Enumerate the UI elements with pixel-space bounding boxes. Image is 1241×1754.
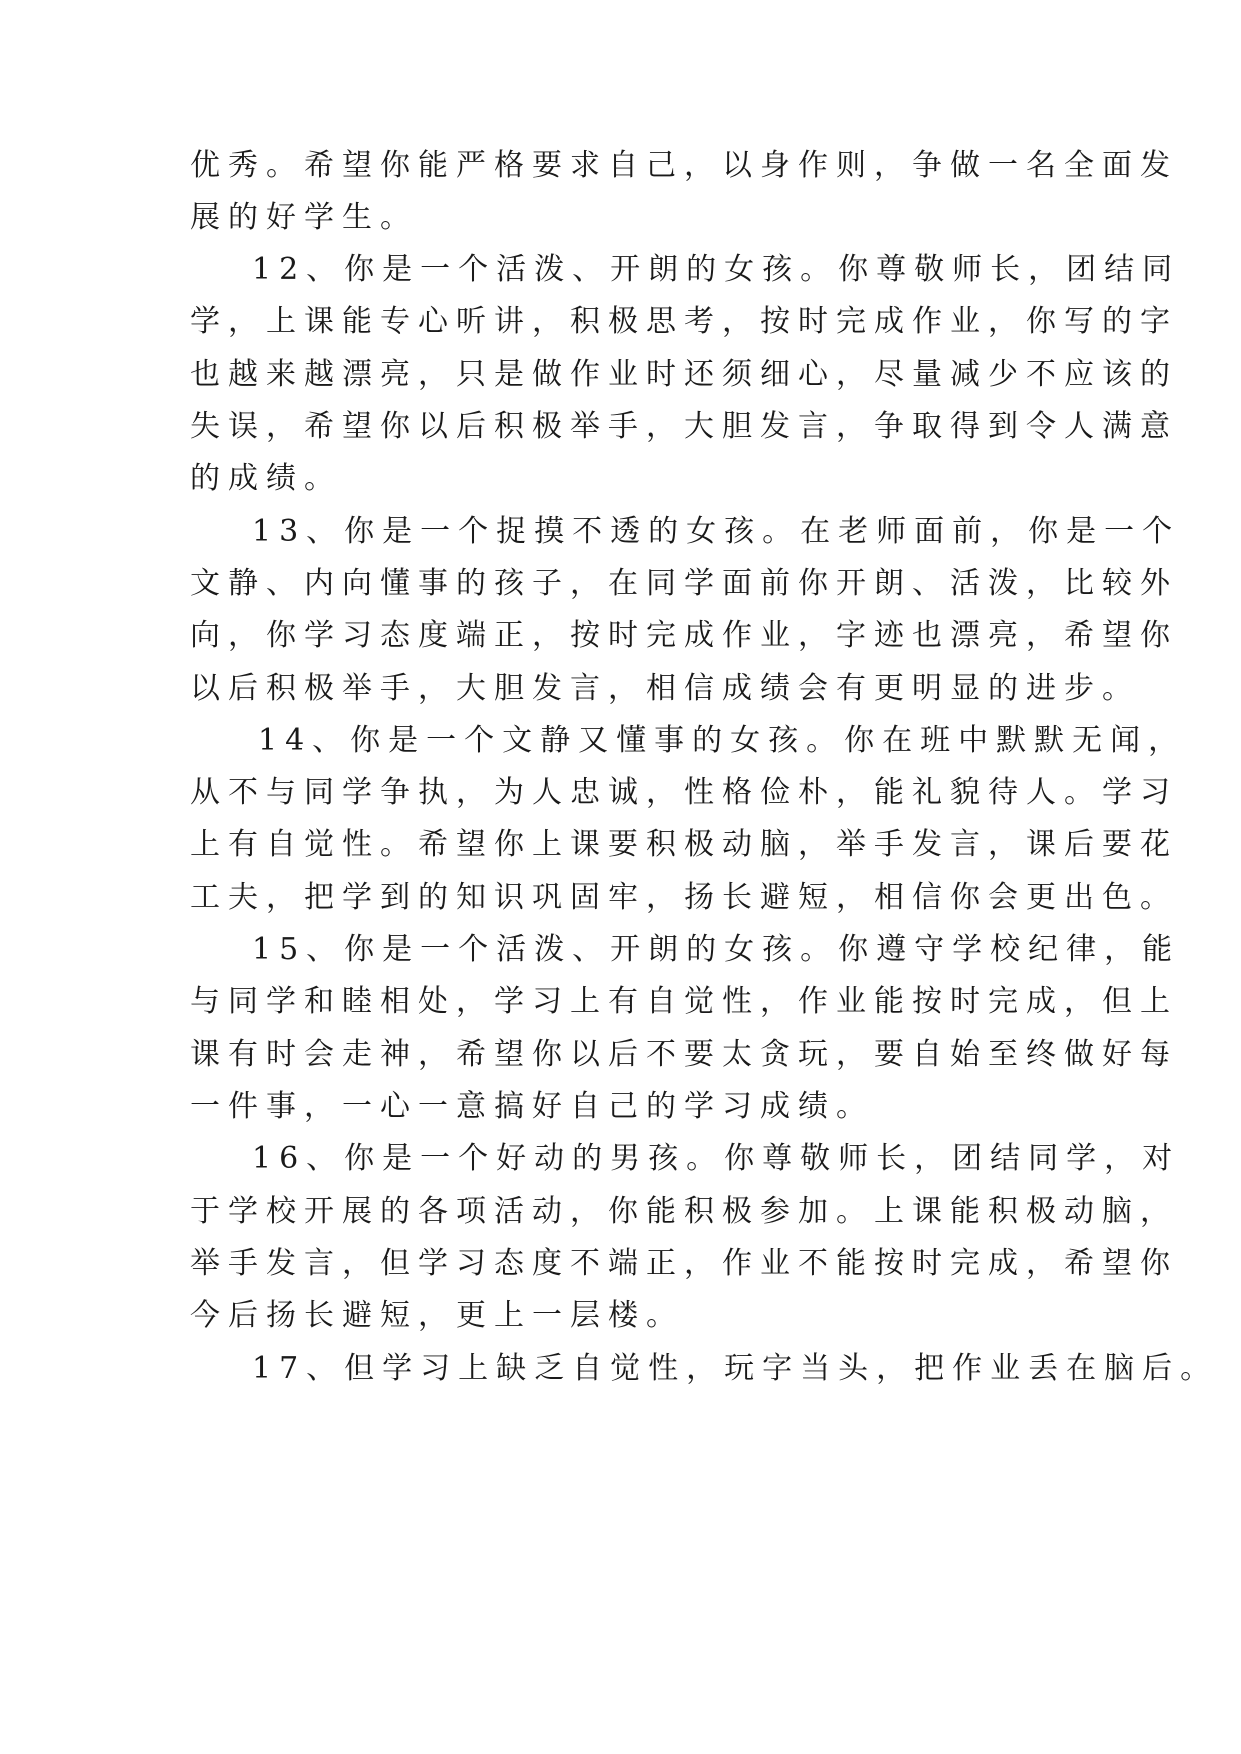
text-line: 13、你是一个捉摸不透的女孩。在老师面前，你是一个 xyxy=(252,514,1181,549)
text-line: 上有自觉性。希望你上课要积极动脑，举手发言，课后要花 xyxy=(190,827,1178,862)
text-line: 17、但学习上缺乏自觉性，玩字当头，把作业丢在脑后。 xyxy=(252,1351,1219,1386)
text-line: 优秀。希望你能严格要求自己，以身作则，争做一名全面发 xyxy=(190,148,1178,183)
text-line: 12、你是一个活泼、开朗的女孩。你尊敬师长，团结同 xyxy=(252,252,1181,287)
text-line: 的成绩。 xyxy=(190,461,342,496)
text-line: 文静、内向懂事的孩子，在同学面前你开朗、活泼，比较外 xyxy=(190,566,1178,601)
text-line: 于学校开展的各项活动，你能积极参加。上课能积极动脑， xyxy=(190,1194,1178,1229)
text-line: 以后积极举手，大胆发言，相信成绩会有更明显的进步。 xyxy=(190,671,1140,706)
text-line: 工夫，把学到的知识巩固牢，扬长避短，相信你会更出色。 xyxy=(190,880,1178,915)
text-line: 向，你学习态度端正，按时完成作业，字迹也漂亮，希望你 xyxy=(190,618,1178,653)
text-line: 16、你是一个好动的男孩。你尊敬师长，团结同学，对 xyxy=(252,1141,1181,1176)
text-line: 课有时会走神，希望你以后不要太贪玩，要自始至终做好每 xyxy=(190,1037,1178,1072)
text-line: 学，上课能专心听讲，积极思考，按时完成作业，你写的字 xyxy=(190,304,1178,339)
text-line: 今后扬长避短，更上一层楼。 xyxy=(190,1298,684,1333)
text-line: 与同学和睦相处，学习上有自觉性，作业能按时完成，但上 xyxy=(190,984,1178,1019)
text-line: 一件事，一心一意搞好自己的学习成绩。 xyxy=(190,1089,874,1124)
text-line: 失误，希望你以后积极举手，大胆发言，争取得到令人满意 xyxy=(190,409,1178,444)
text-line: 14、你是一个文静又懂事的女孩。你在班中默默无闻， xyxy=(258,723,1187,758)
text-line: 15、你是一个活泼、开朗的女孩。你遵守学校纪律，能 xyxy=(252,932,1181,967)
text-line: 展的好学生。 xyxy=(190,200,418,235)
text-line: 举手发言，但学习态度不端正，作业不能按时完成，希望你 xyxy=(190,1246,1178,1281)
text-line: 从不与同学争执，为人忠诚，性格俭朴，能礼貌待人。学习 xyxy=(190,775,1178,810)
text-line: 也越来越漂亮，只是做作业时还须细心，尽量减少不应该的 xyxy=(190,357,1178,392)
